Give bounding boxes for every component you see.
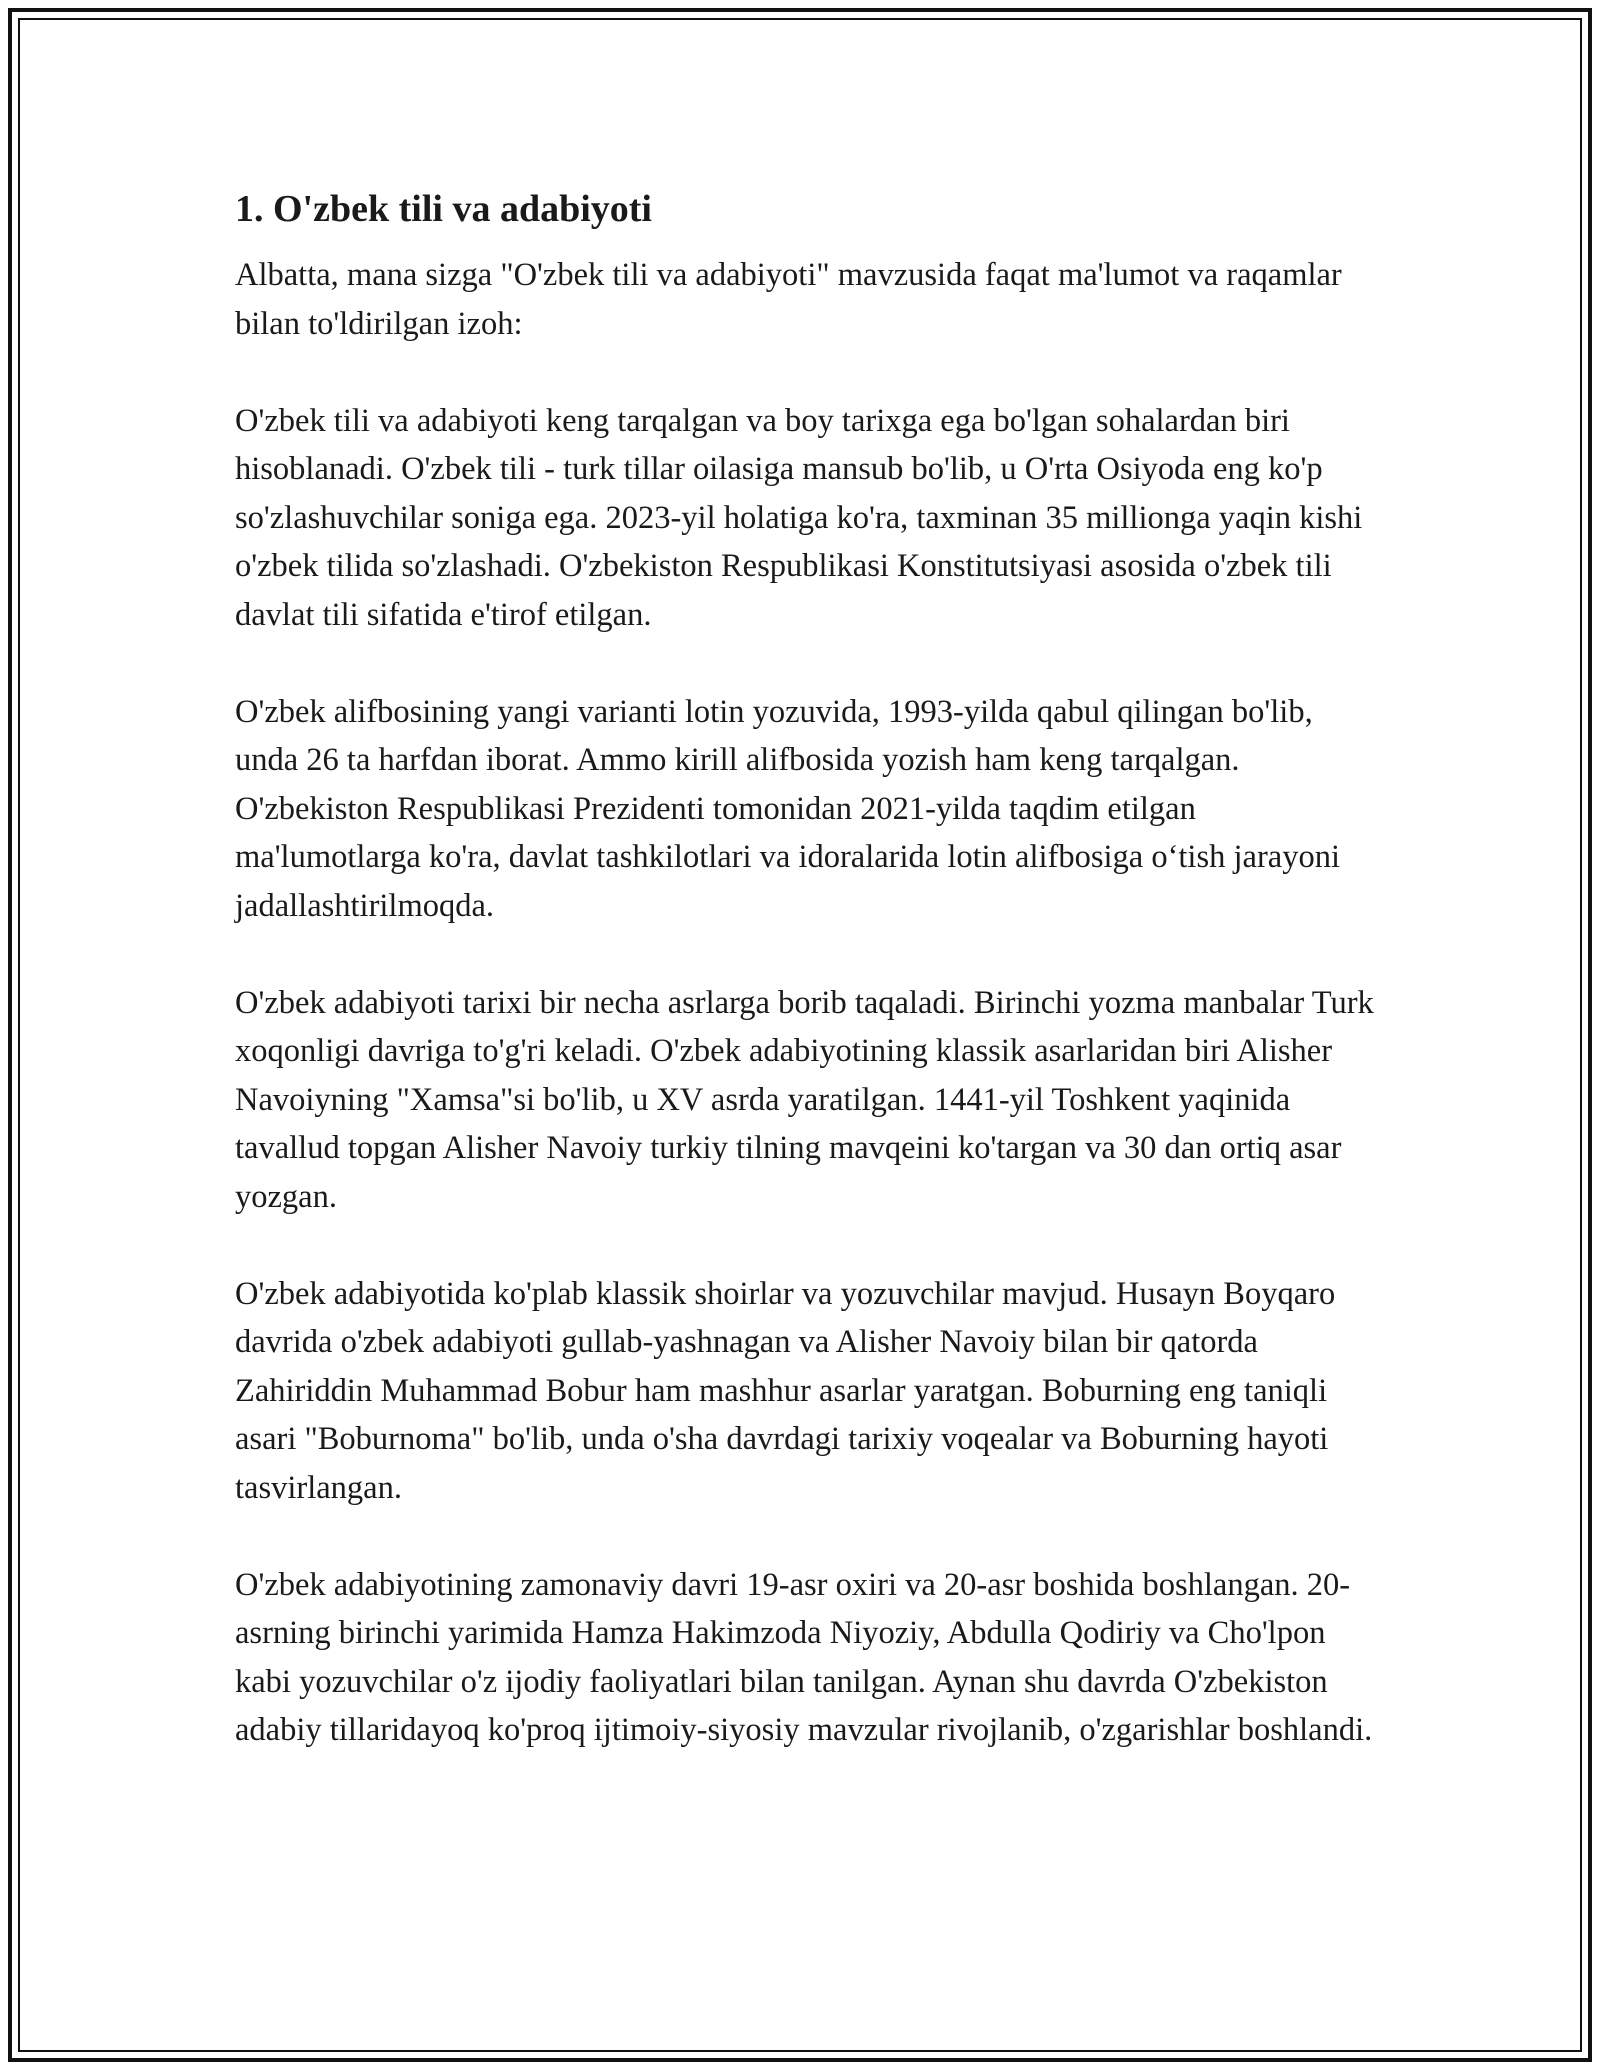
literature-history-paragraph: O'zbek adabiyoti tarixi bir necha asrlarga borib taqaladi. Birinchi yozma manbalar Turk xoqonligi davriga to'g'ri keladi. O'zbek adabiyotining klassik asarlaridan biri Alisher Navoiyning "Xamsa"si bo'lib, u XV asrda yaratilgan. 1441-yil Toshkent yaqinida tavallud topgan Alisher Navoiy turkiy tilning mavqeini ko'targan va 30 dan ortiq asar yozgan. (235, 984, 1374, 1215)
modern-period-paragraph: O'zbek adabiyotining zamonaviy davri 19-asr oxiri va 20-asr boshida boshlangan. 20-asrning birinchi yarimida Hamza Hakimzoda Niyoziy, Abdulla Qodiriy va Cho'lpon kabi yozuvchilar o'z ijodiy faoliyatlari bilan tanilgan. Aynan shu davrda O'zbekiston adabiy tillaridayoq ko'proq ijtimoiy-siyosiy mavzular rivojlanib, o'zgarishlar boshlandi. (235, 1566, 1373, 1748)
language-overview-paragraph: O'zbek tili va adabiyoti keng tarqalgan va boy tarixga ega bo'lgan sohalardan biri hisoblanadi. O'zbek tili - turk tillar oilasiga mansub bo'lib, u O'rta Osiyoda eng ko'p so'zlashuvchilar soniga ega. 2023-yil holatiga ko'ra, taxminan 35 millionga yaqin kishi o'zbek tilida so'zlashadi. O'zbekiston Respublikasi Konstitutsiyasi asosida o'zbek tili davlat tili sifatida e'tirof etilgan. (235, 402, 1363, 633)
intro-paragraph: Albatta, mana sizga "O'zbek tili va adabiyoti" mavzusida faqat ma'lumot va raqamlar bilan to'ldirilgan izoh: (235, 257, 1342, 342)
classic-writers-paragraph: O'zbek adabiyotida ko'plab klassik shoirlar va yozuvchilar mavjud. Husayn Boyqaro davrida o'zbek adabiyoti gullab-yashnagan va Alisher Navoiy bilan bir qatorda Zahiriddin Muhammad Bobur ham mashhur asarlar yaratgan. Boburning eng taniqli asari "Boburnoma" bo'lib, unda o'sha davrdagi tarixiy voqealar va Boburning hayoti tasvirlangan. (235, 1275, 1336, 1506)
alphabet-paragraph: O'zbek alifbosining yangi varianti lotin yozuvida, 1993-yilda qabul qilingan bo'lib, unda 26 ta harfdan iborat. Ammo kirill alifbosida yozish ham keng tarqalgan. O'zbekiston Respublikasi Prezidenti tomonidan 2021-yilda taqdim etilgan ma'lumotlarga ko'ra, davlat tashkilotlari va idoralarida lotin alifbosiga o‘tish jarayoni jadallashtirilmoqda. (235, 693, 1340, 924)
document-title: 1. O'zbek tili va adabiyoti (235, 188, 652, 230)
document-body (235, 185, 1375, 1803)
